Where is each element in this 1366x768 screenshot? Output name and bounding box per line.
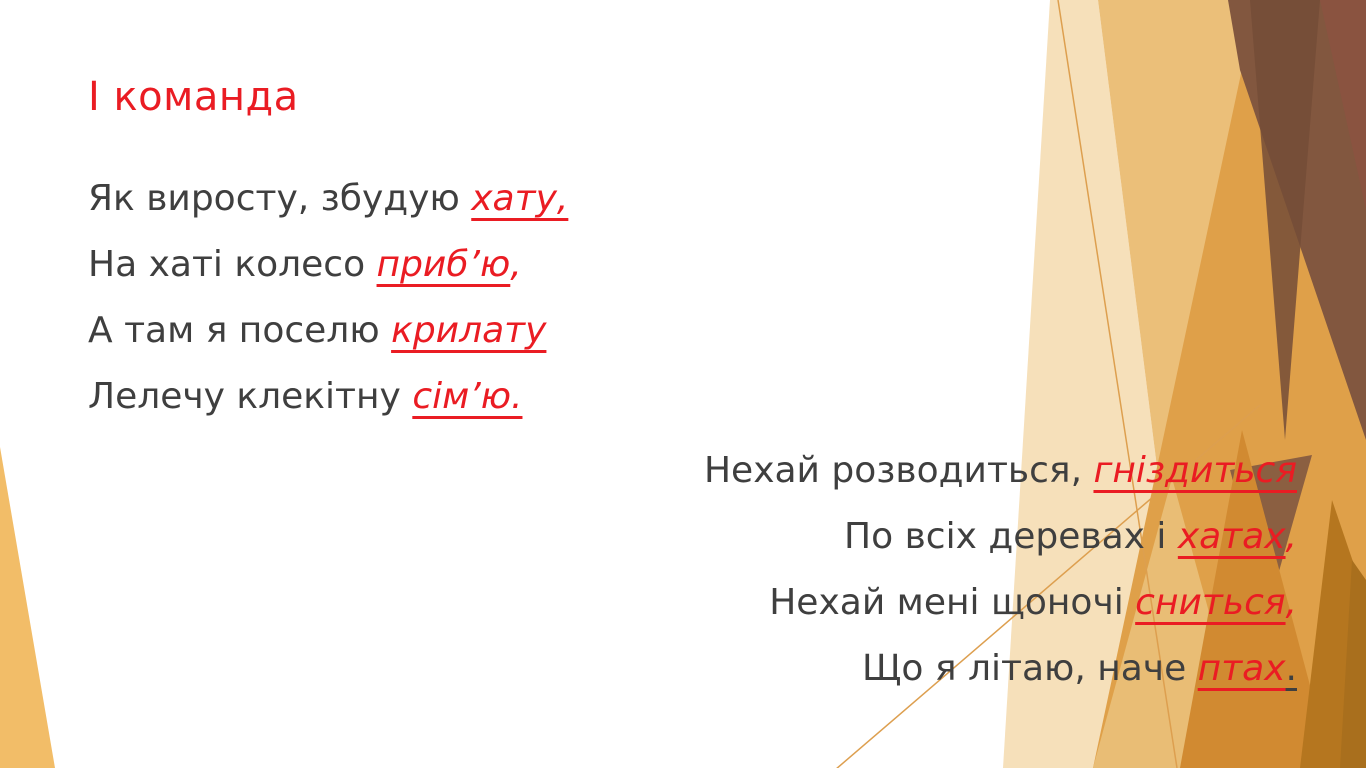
highlighted-word: крилату bbox=[391, 310, 547, 351]
punctuation: , bbox=[1285, 582, 1297, 623]
highlighted-word: приб’ю bbox=[376, 244, 511, 285]
slide-title: І команда bbox=[88, 74, 299, 120]
poem-line bbox=[704, 636, 1297, 702]
poem-line bbox=[88, 232, 568, 298]
poem-text: По всіх деревах і bbox=[844, 516, 1178, 557]
poem-line bbox=[704, 504, 1297, 570]
poem-text: Що я літаю, наче bbox=[862, 648, 1198, 689]
punctuation: , bbox=[510, 244, 522, 285]
poem-line bbox=[88, 298, 568, 364]
highlighted-word: хату, bbox=[471, 178, 569, 219]
highlighted-word: хатах bbox=[1177, 516, 1286, 557]
highlighted-word: птах bbox=[1197, 648, 1286, 689]
stanza-right bbox=[704, 438, 1297, 702]
poem-line bbox=[704, 570, 1297, 636]
poem-line bbox=[88, 166, 568, 232]
punctuation: . bbox=[1285, 648, 1297, 689]
stanza-left bbox=[88, 166, 568, 430]
poem-text: Лелечу клекітну bbox=[88, 376, 413, 417]
highlighted-word: сниться bbox=[1135, 582, 1286, 623]
poem-line bbox=[704, 438, 1297, 504]
poem-text: А там я поселю bbox=[88, 310, 392, 351]
poem-text: Як виросту, збудую bbox=[88, 178, 472, 219]
poem-line bbox=[88, 364, 568, 430]
punctuation: , bbox=[1285, 516, 1297, 557]
highlighted-word: гніздиться bbox=[1093, 450, 1297, 491]
poem-text: Нехай мені щоночі bbox=[769, 582, 1136, 623]
poem-text: Нехай розводиться, bbox=[703, 450, 1094, 491]
poem-text: На хаті колесо bbox=[88, 244, 377, 285]
highlighted-word: сім’ю. bbox=[412, 376, 523, 417]
